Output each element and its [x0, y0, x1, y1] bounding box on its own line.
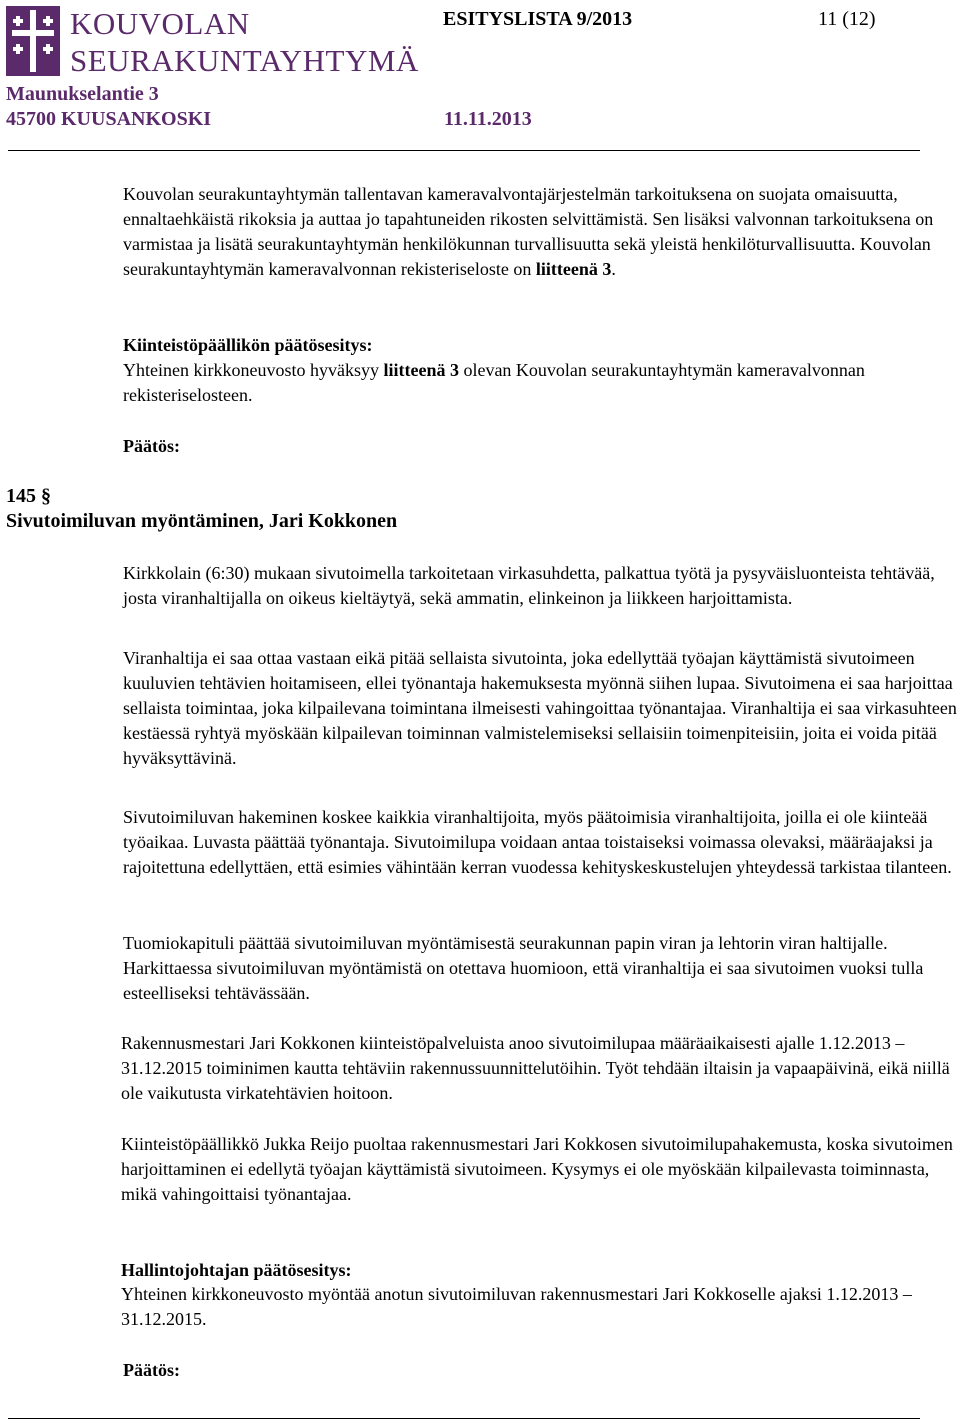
address-city: 45700 KUUSANKOSKI [6, 108, 212, 130]
section-title: Sivutoimiluvan myöntäminen, Jari Kokkonen [6, 510, 398, 532]
section-paragraph-2: Viranhaltija ei saa ottaa vastaan eikä pitää sellaista sivutointa, joka edellyttää työajan käyttämistä sivutoimeen kuuluvien tehtävien hoitamiseen, ellei työnantaja hakemuksesta myönnä siihen lupaa. Sivutoimena ei saa harjoittaa sellaista toimintaa, joka kilpailevana toimintana ilmeisesti vahingoittaa työnantajaa. Viranhaltija ei saa virkasuhteen kestäessä ryhtyä myöskään kilpailevan toiminnan valmistelemiseksi sellaisiin toimenpiteisiin, joita ei voida pitää hyväksyttävinä. [123, 648, 957, 768]
proposal-paragraph [123, 358, 958, 408]
intro-paragraph [123, 182, 958, 282]
proposal-text-end: olevan Kouvolan seurakuntayhtymän kameravalvonnan rekisteriselosteen. [123, 360, 865, 405]
church-cross-logo-icon [6, 6, 60, 76]
section-paragraph-4: Tuomiokapituli päättää sivutoimiluvan myöntämisestä seurakunnan papin viran ja lehtorin viran haltijalle. Harkittaessa sivutoimiluvan myöntämistä on otettava huomioon, että viranhaltija ei saa sivutoimen vuoksi tulla esteelliseksi tehtävässään. [123, 933, 924, 1003]
intro-end: . [611, 259, 616, 279]
org-name-line2: SEURAKUNTAYHTYMÄ [70, 43, 419, 78]
document-date: 11.11.2013 [444, 108, 532, 130]
section-paragraph-1: Kirkkolain (6:30) mukaan sivutoimella tarkoitetaan virkasuhdetta, palkattua työtä ja pysyväisluonteista tehtävää, josta viranhaltijalla on oikeus kieltäytyä, sekä ammatin, elinkeinon ja liikkeen harjoittamista. [123, 563, 935, 608]
admin-proposal-heading: Hallintojohtajan päätösesitys: [121, 1260, 352, 1280]
proposal-heading: Kiinteistöpäällikön päätösesitys: [123, 335, 373, 355]
section-paragraph-6: Kiinteistöpäällikkö Jukka Reijo puoltaa rakennusmestari Jari Kokkosen sivutoimilupahakemusta, koska sivutoimen harjoittaminen ei edellytä työajan käyttämistä sivutoimeen. Kysymys ei ole myöskään kilpailevasta toiminnasta, mikä vahingoittaisi työnantajaa. [121, 1134, 953, 1204]
section-paragraph-3: Sivutoimiluvan hakeminen koskee kaikkia viranhaltijoita, myös päätoimisia viranhaltijoita, joilla ei ole kiinteää työaikaa. Luvasta päättää työnantaja. Sivutoimilupa voidaan antaa toistaiseksi voimassa olevaksi, määräajaksi ja rajoitettuna edellyttäen, että esimies vähintään kerran vuodessa kehityskeskustelujen yhteydessä tarkistaa tilanteen. [123, 807, 952, 877]
page-number: 11 (12) [818, 8, 876, 30]
header-divider [8, 150, 920, 151]
admin-proposal-text: Yhteinen kirkkoneuvosto myöntää anotun sivutoimiluvan rakennusmestari Jari Kokkoselle ajaksi 1.12.2013 – 31.12.2015. [121, 1284, 912, 1329]
section-decision-label: Päätös: [123, 1360, 180, 1380]
proposal-text: Yhteinen kirkkoneuvosto hyväksyy [123, 360, 384, 380]
attachment-ref: liitteenä 3 [535, 259, 612, 279]
decision-label: Päätös: [123, 436, 180, 456]
footer-divider [8, 1418, 920, 1419]
address-street: Maunukselantie 3 [6, 83, 159, 105]
section-paragraph-5: Rakennusmestari Jari Kokkonen kiinteistöpalveluista anoo sivutoimilupaa määräaikaisesti ajalle 1.12.2013 – 31.12.2015 toiminimen kautta tehtäviin rakennussuunnittelutöihin. Työt tehdään iltaisin ja vapaapäivinä, eikä niillä ole vaikutusta virkatehtävien hoitoon. [121, 1033, 950, 1103]
org-name-line1: KOUVOLAN [70, 6, 250, 41]
proposal-attachment-ref: liitteenä 3 [383, 360, 459, 380]
document-title: ESITYSLISTA 9/2013 [443, 8, 633, 30]
intro-text: Kouvolan seurakuntayhtymän tallentavan kameravalvontajärjestelmän tarkoituksena on suojata omaisuutta, ennaltaehkäistä rikoksia ja auttaa jo tapahtuneiden rikosten selvittämistä. Sen lisäksi valvonnan tarkoituksena on varmistaa ja lisätä seurakuntayhtymän henkilökunnan turvallisuutta sekä yleistä henkilöturvallisuutta. Kouvolan seurakuntayhtymän kameravalvonnan rekisteriseloste on [123, 184, 934, 279]
section-number: 145 § [6, 485, 51, 507]
